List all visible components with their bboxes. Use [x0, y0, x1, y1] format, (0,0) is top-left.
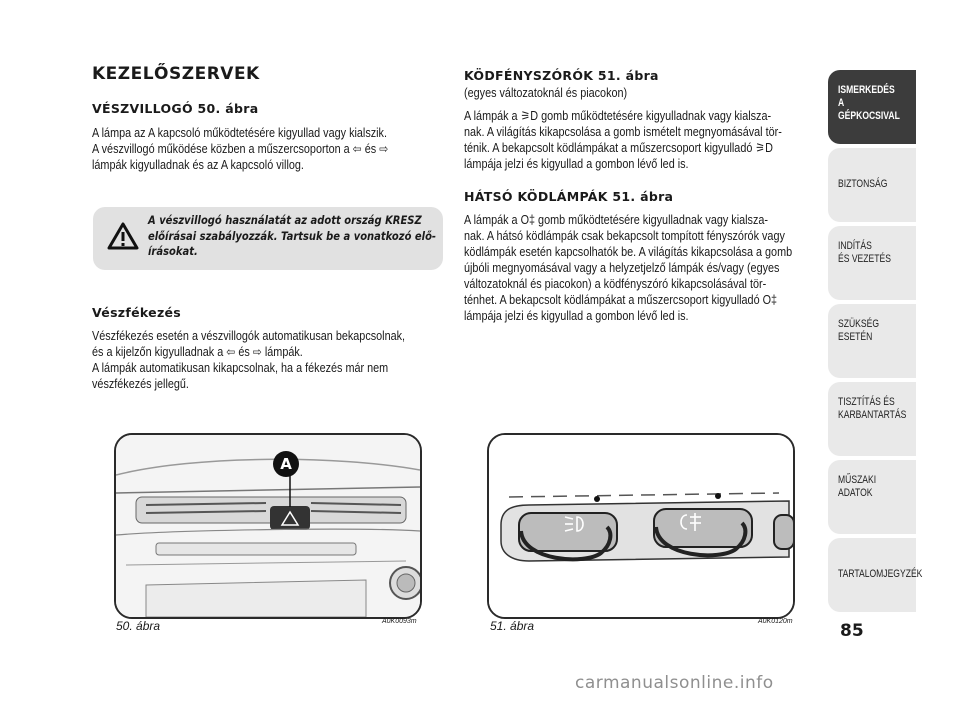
dashboard-hazard-switch-illustration [116, 435, 420, 617]
warning-triangle-icon [107, 222, 139, 250]
page-number: 85 [840, 621, 864, 641]
figure-51-code: A0K0120m [758, 618, 793, 625]
tab-inditas[interactable]: INDÍTÁS ÉS VEZETÉS [828, 226, 916, 300]
rear-fog-heading: HÁTSÓ KÖDLÁMPÁK 51. ábra [464, 189, 674, 204]
watermark: carmanualsonline.info [575, 673, 774, 693]
figure-51 [487, 433, 795, 619]
page-title: KEZELŐSZERVEK [92, 64, 260, 84]
figure-51-caption: 51. ábra [490, 619, 535, 633]
fog-lights-text: A lámpák a ⚞D gomb működtetésére kigyulladnak vagy kialsza- nak. A világítás kikapcsolása a gomb ismételt megnyomásával tör- ténik. A bekapcsolt ködlámpákat a műszercsoport kigyulladó ⚞D lámpája jelzi és kigyullad a gombon lévő led is. [464, 109, 782, 171]
callout-a: A [273, 451, 299, 477]
tab-tartalomjegyzek[interactable]: TARTALOMJEGYZÉK [828, 538, 916, 612]
tab-muszaki[interactable]: MŰSZAKI ADATOK [828, 460, 916, 534]
figure-50-code: A0K0093m [382, 618, 417, 625]
figure-50-caption: 50. ábra [116, 619, 161, 633]
hazard-heading: VÉSZVILLOGÓ 50. ábra [92, 101, 259, 116]
hazard-text: A lámpa az A kapcsoló működtetésére kigyullad vagy kialszik. A vészvillogó működése közben a műszercsoporton a ⇦ és ⇨ lámpák kigyulladnak és az A kapcsoló villog. [92, 126, 389, 172]
tab-ismerkedes[interactable]: ISMERKEDÉS A GÉPKOCSIVAL [828, 70, 916, 144]
fog-light-buttons-illustration [489, 435, 793, 617]
emergency-brake-heading: Vészfékezés [92, 305, 182, 320]
warning-text: A vészvillogó használatát az adott ország KRESZ előírásai szabályozzák. Tartsuk be a vonatkozó elő- írásokat. [148, 213, 437, 258]
fog-lights-subtitle: (egyes változatoknál és piacokon) [464, 86, 628, 100]
tab-szukseg[interactable]: SZÜKSÉG ESETÉN [828, 304, 916, 378]
emergency-brake-text: Vészfékezés esetén a vészvillogók automatikusan bekapcsolnak, és a kijelzőn kigyulladnak a ⇦ és ⇨ lámpák. A lámpák automatikusan kikapcsolnak, ha a fékezés már nem vészfékezés jellegű. [92, 329, 406, 391]
fog-lights-heading: KÖDFÉNYSZÓRÓK 51. ábra [464, 68, 659, 83]
tab-tisztitas[interactable]: TISZTÍTÁS ÉS KARBANTARTÁS [828, 382, 916, 456]
tab-biztonsag[interactable]: BIZTONSÁG [828, 148, 916, 222]
rear-fog-text: A lámpák a O‡ gomb működtetésére kigyulladnak vagy kialsza- nak. A hátsó ködlámpák csak bekapcsolt tompított fényszórók vagy ködlámpák esetén kapcsolhatók be. A világítás kikapcsolása a gomb újbóli megnyomásával vagy a helyzetjelző lámpák és/vagy (egyes változatoknál és piacokon) a ködfényszóró kikapcsolásával tör- ténhet. A bekapcsolt ködlámpákat a műszercsoport kigyulladó O‡ lámpája jelzi és kigyullad a gombon lévő led is. [464, 213, 793, 323]
figure-50 [114, 433, 422, 619]
